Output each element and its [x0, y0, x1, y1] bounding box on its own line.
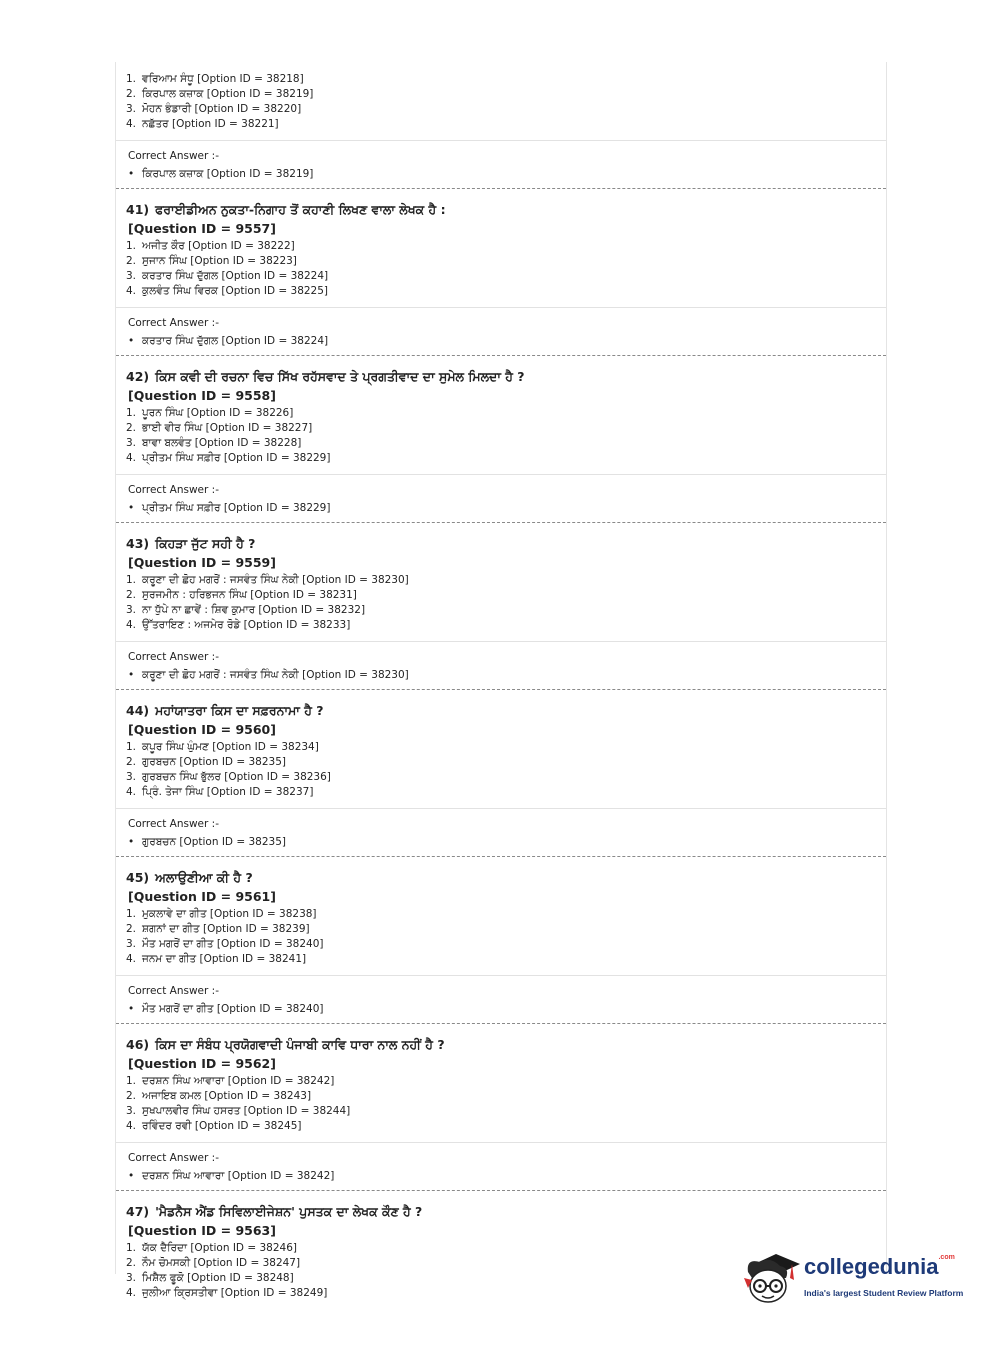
correct-answer-label: Correct Answer :- [128, 484, 219, 496]
correct-answer-label: Correct Answer :- [128, 1152, 219, 1164]
bullet-icon: • [128, 1003, 135, 1015]
option-item: 4. ਜਨਮ ਦਾ ਗੀਤ [Option ID = 38241] [126, 953, 307, 965]
correct-answer-value: • ਪ੍ਰੀਤਮ ਸਿੰਘ ਸਫ਼ੀਰ [Option ID = 38229] [128, 502, 331, 514]
correct-answer-value: • ਦਰਸ਼ਨ ਸਿੰਘ ਆਵਾਰਾ [Option ID = 38242] [128, 1170, 335, 1182]
correct-answer-value: • ਮੌਤ ਮਗਰੋਂ ਦਾ ਗੀਤ [Option ID = 38240] [128, 1003, 324, 1015]
option-item: 4. ਪ੍ਰੀਤਮ ਸਿੰਘ ਸਫ਼ੀਰ [Option ID = 38229] [126, 452, 331, 464]
options-list [126, 1074, 876, 1134]
options-list [126, 72, 876, 132]
option-item: 2. ਸੁਰਜਮੀਨ : ਹਰਿਭਜਨ ਸਿੰਘ [Option ID = 38231] [126, 589, 357, 601]
option-item: 3. ਸੁਖਪਾਲਵੀਰ ਸਿੰਘ ਹਸਰਤ [Option ID = 38244] [126, 1105, 351, 1117]
mascot-icon [742, 1248, 802, 1312]
option-item: 3. ਨਾ ਧੁੱਪੇ ਨਾ ਛਾਵੇਂ : ਸ਼ਿਵ ਕੁਮਾਰ [Option ID = 38232] [126, 604, 366, 616]
option-item: 1. ਯੱਕ ਦੈਰਿਦਾ [Option ID = 38246] [126, 1242, 297, 1254]
option-item: 1. ਮੁਕਲਾਵੇ ਦਾ ਗੀਤ [Option ID = 38238] [126, 908, 317, 920]
question-id: [Question ID = 9561] [128, 889, 276, 904]
option-item: 3. ਮੋਹਨ ਭੰਡਾਰੀ [Option ID = 38220] [126, 103, 302, 115]
correct-answer-label: Correct Answer :- [128, 985, 219, 997]
brand-tagline: India's largest Student Review Platform [804, 1288, 964, 1298]
options-list [126, 740, 876, 800]
question-id: [Question ID = 9560] [128, 722, 276, 737]
question-id: [Question ID = 9559] [128, 555, 276, 570]
correct-answer-label: Correct Answer :- [128, 651, 219, 663]
bullet-icon: • [128, 502, 135, 514]
question-text: 41) ਫਰਾਈਡੀਅਨ ਨੁਕਤਾ-ਨਿਗਾਹ ਤੋਂ ਕਹਾਣੀ ਲਿਖਣ ਵਾਲਾ ਲੇਖਕ ਹੈ : [126, 202, 446, 217]
options-list [126, 573, 876, 633]
correct-answer-label: Correct Answer :- [128, 818, 219, 830]
option-item: 4. ਜੁਲੀਆ ਕ੍ਰਿਸਤੀਵਾ [Option ID = 38249] [126, 1287, 328, 1299]
options-list [126, 406, 876, 466]
question-text: 45) ਅਲਾਉਣੀਆ ਕੀ ਹੈ ? [126, 870, 253, 885]
option-item: 1. ਪੂਰਨ ਸਿੰਘ [Option ID = 38226] [126, 407, 294, 419]
question-id: [Question ID = 9557] [128, 221, 276, 236]
option-item: 1. ਅਜੀਤ ਕੌਰ [Option ID = 38222] [126, 240, 295, 252]
option-item: 3. ਮਿਸ਼ੈਲ ਫੂਕੋ [Option ID = 38248] [126, 1272, 294, 1284]
collegedunia-logo [742, 1248, 972, 1312]
option-item: 4. ਪ੍ਰਿੰ. ਤੇਜਾ ਸਿੰਘ [Option ID = 38237] [126, 786, 314, 798]
option-item: 1. ਵਰਿਆਮ ਸੰਧੂ [Option ID = 38218] [126, 73, 304, 85]
correct-answer-label: Correct Answer :- [128, 150, 219, 162]
bullet-icon: • [128, 1170, 135, 1182]
correct-answer-section [116, 808, 886, 856]
option-item: 2. ਨੌਮ ਚੋਮਸਕੀ [Option ID = 38247] [126, 1257, 301, 1269]
option-item: 4. ਨਛੱਤਰ [Option ID = 38221] [126, 118, 279, 130]
option-item: 4. ਕੁਲਵੰਤ ਸਿੰਘ ਵਿਰਕ [Option ID = 38225] [126, 285, 329, 297]
question-block-43 [116, 523, 886, 690]
question-block-41 [116, 189, 886, 356]
question-text: 46) ਕਿਸ ਦਾ ਸੰਬੰਧ ਪ੍ਰਯੋਗਵਾਦੀ ਪੰਜਾਬੀ ਕਾਵਿ ਧਾਰਾ ਨਾਲ ਨਹੀਂ ਹੈ ? [126, 1037, 445, 1052]
option-item: 2. ਗੁਰਬਚਨ [Option ID = 38235] [126, 756, 286, 768]
option-item: 1. ਦਰਸ਼ਨ ਸਿੰਘ ਆਵਾਰਾ [Option ID = 38242] [126, 1075, 335, 1087]
brand-name: collegedunia$^{.com}$ [804, 1254, 955, 1279]
option-item: 2. ਅਜਾਇਬ ਕਮਲ [Option ID = 38243] [126, 1090, 312, 1102]
bullet-icon: • [128, 669, 135, 681]
correct-answer-section [116, 975, 886, 1023]
bullet-icon: • [128, 168, 135, 180]
question-block-44 [116, 690, 886, 857]
correct-answer-value: • ਕਰਤਾਰ ਸਿੰਘ ਦੁੱਗਲ [Option ID = 38224] [128, 335, 329, 347]
question-text: 47) 'ਮੈਡਨੈਸ ਐਂਡ ਸਿਵਿਲਾਈਜੇਸ਼ਨ' ਪੁਸਤਕ ਦਾ ਲੇਖਕ ਕੌਣ ਹੈ ? [126, 1204, 423, 1219]
correct-answer-section [116, 474, 886, 522]
question-text: 42) ਕਿਸ ਕਵੀ ਦੀ ਰਚਨਾ ਵਿਚ ਸਿੱਖ ਰਹੱਸਵਾਦ ਤੇ ਪ੍ਰਗਤੀਵਾਦ ਦਾ ਸੁਮੇਲ ਮਿਲਦਾ ਹੈ ? [126, 369, 525, 384]
question-id: [Question ID = 9558] [128, 388, 276, 403]
option-item: 3. ਮੌਤ ਮਗਰੋਂ ਦਾ ਗੀਤ [Option ID = 38240] [126, 938, 324, 950]
option-item: 2. ਭਾਈ ਵੀਰ ਸਿੰਘ [Option ID = 38227] [126, 422, 313, 434]
bullet-icon: • [128, 836, 135, 848]
options-list [126, 907, 876, 967]
question-text: 43) ਕਿਹੜਾ ਜੁੱਟ ਸਹੀ ਹੈ ? [126, 536, 256, 551]
correct-answer-label: Correct Answer :- [128, 317, 219, 329]
question-block-45 [116, 857, 886, 1024]
correct-answer-value: • ਕਿਰਪਾਲ ਕਜ਼ਾਕ [Option ID = 38219] [128, 168, 314, 180]
correct-answer-section [116, 641, 886, 689]
option-item: 4. ਰਵਿੰਦਰ ਰਵੀ [Option ID = 38245] [126, 1120, 302, 1132]
option-item: 3. ਕਰਤਾਰ ਸਿੰਘ ਦੁੱਗਲ [Option ID = 38224] [126, 270, 329, 282]
question-text: 44) ਮਹਾਂਯਾਤਰਾ ਕਿਸ ਦਾ ਸਫ਼ਰਨਾਮਾ ਹੈ ? [126, 703, 324, 718]
question-id: [Question ID = 9563] [128, 1223, 276, 1238]
options-list [126, 239, 876, 299]
option-item: 1. ਕਪੂਰ ਸਿੰਘ ਘੁੰਮਣ [Option ID = 38234] [126, 741, 319, 753]
option-item: 2. ਕਿਰਪਾਲ ਕਜ਼ਾਕ [Option ID = 38219] [126, 88, 314, 100]
option-item: 3. ਗੁਰਬਚਨ ਸਿੰਘ ਭੁੱਲਰ [Option ID = 38236] [126, 771, 331, 783]
correct-answer-value: • ਕਰੂਣਾ ਦੀ ਛੋਹ ਮਗਰੋਂ : ਜਸਵੰਤ ਸਿੰਘ ਨੇਕੀ [Option ID = 38230] [128, 669, 409, 681]
option-item: 3. ਬਾਵਾ ਬਲਵੰਤ [Option ID = 38228] [126, 437, 302, 449]
question-block-46 [116, 1024, 886, 1191]
question-block-partial [116, 62, 886, 189]
correct-answer-section [116, 307, 886, 355]
option-item: 2. ਸੁਜਾਨ ਸਿੰਘ [Option ID = 38223] [126, 255, 297, 267]
correct-answer-section [116, 140, 886, 188]
correct-answer-value: • ਗੁਰਬਚਨ [Option ID = 38235] [128, 836, 286, 848]
option-item: 2. ਸ਼ਗਨਾਂ ਦਾ ਗੀਤ [Option ID = 38239] [126, 923, 310, 935]
question-id: [Question ID = 9562] [128, 1056, 276, 1071]
option-item: 4. ਉੱਤਰਾਇਣ : ਅਜਮੇਰ ਰੋਡੇ [Option ID = 38233] [126, 619, 351, 631]
correct-answer-section [116, 1142, 886, 1190]
question-block-42 [116, 356, 886, 523]
option-item: 1. ਕਰੂਣਾ ਦੀ ਛੋਹ ਮਗਰੋਂ : ਜਸਵੰਤ ਸਿੰਘ ਨੇਕੀ [Option ID = 38230] [126, 574, 409, 586]
bullet-icon: • [128, 335, 135, 347]
